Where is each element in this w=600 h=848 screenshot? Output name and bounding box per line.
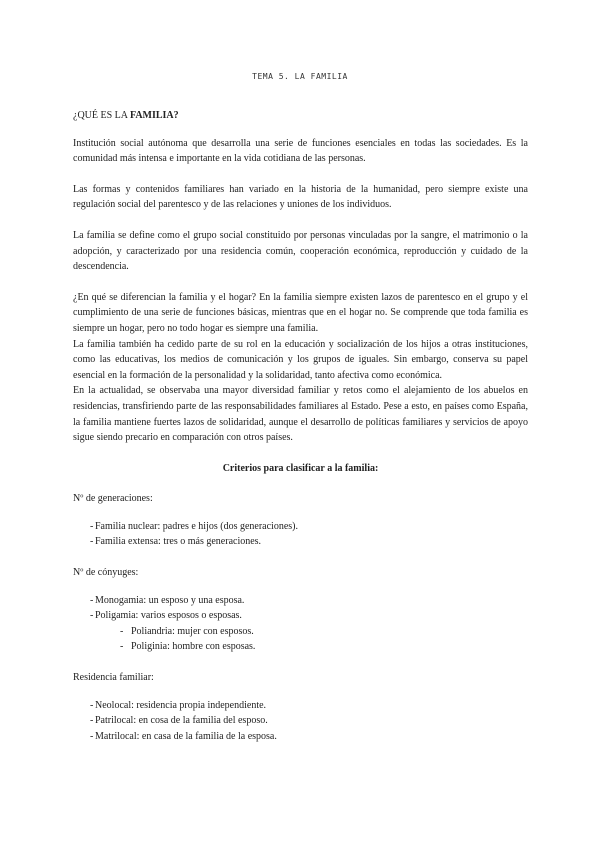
list-item: - Familia extensa: tres o más generaciones.	[73, 534, 528, 550]
paragraph-current: En la actualidad, se observaba una mayor diversidad familiar y retos como el alejamiento de los abuelos en residencias, transfiriendo parte de las responsabilidades familiares al Estado. Pese a esto, en países como España, la familia mantiene fuertes lazos de solidaridad, aunque el desarrollo de políticas familiares y servicios de apoyo sigue siendo precario en comparación con otros países.	[73, 385, 528, 444]
paragraph-history: Las formas y contenidos familiares han variado en la historia de la humanidad, pero siempre existe una regulación social del parentesco y de las relaciones y uniones de los individuos.	[73, 183, 528, 211]
paragraph-family-defined: La familia se define como el grupo social constituido por personas vinculadas por la sangre, el matrimonio o la adopción, y caracterizado por una residencia común, cooperación económica, reproducción y cuidado de la descendencia.	[73, 229, 528, 273]
list-item: - Neolocal: residencia propia independiente.	[73, 698, 528, 714]
paragraph-definition: Institución social autónoma que desarrolla una serie de funciones esenciales en todas las sociedades. Es la comunidad más intensa e importante en la vida cotidiana de las personas.	[73, 137, 528, 165]
generations-label: Nº de generaciones:	[73, 493, 153, 505]
list-item: - Poligamia: varios esposos o esposas.	[73, 608, 528, 624]
list-item: - Poliginia: hombre con esposas.	[111, 639, 528, 655]
document-title: TEMA 5. LA FAMILIA	[252, 72, 348, 81]
question-bold: FAMILIA?	[129, 110, 179, 121]
document-body	[73, 108, 528, 744]
paragraph-socialization: La familia también ha cedido parte de su rol en la educación y socialización de los hijos a otras instituciones, como las educativas, los medios de comunicación y los grupos de iguales. Sin embargo, conserva su papel esencial en la formación de la personalidad y la solidaridad, tanto afectiva como económica.	[73, 338, 528, 381]
spouses-label: Nº de cónyuges:	[73, 567, 139, 579]
criteria-heading: Criterios para clasificar a la familia:	[222, 462, 379, 474]
generations-list	[73, 519, 528, 550]
list-item: - Monogamia: un esposo y una esposa.	[73, 593, 528, 609]
list-item: - Matrilocal: en casa de la familia de la esposa.	[73, 729, 528, 745]
list-item: - Patrilocal: en cosa de la familia del esposo.	[73, 713, 528, 729]
list-item: - Familia nuclear: padres e hijos (dos generaciones).	[73, 519, 528, 535]
polygamy-sublist	[111, 624, 528, 655]
paragraph-family-vs-home: ¿En qué se diferencian la familia y el hogar? En la familia siempre existen lazos de parentesco en el grupo y el cumplimiento de una serie de funciones básicas, mientras que en el hogar no. Se comprende que toda familia es siempre un hogar, pero no todo hogar es siempre una familia.	[73, 291, 528, 334]
question-prefix: ¿QUÉ ES LA	[73, 110, 130, 121]
list-item: - Poliandria: mujer con esposos.	[111, 624, 528, 640]
residence-label: Residencia familiar:	[73, 672, 154, 684]
section-question	[73, 108, 528, 124]
spouses-list	[73, 593, 528, 624]
residence-list	[73, 698, 528, 745]
